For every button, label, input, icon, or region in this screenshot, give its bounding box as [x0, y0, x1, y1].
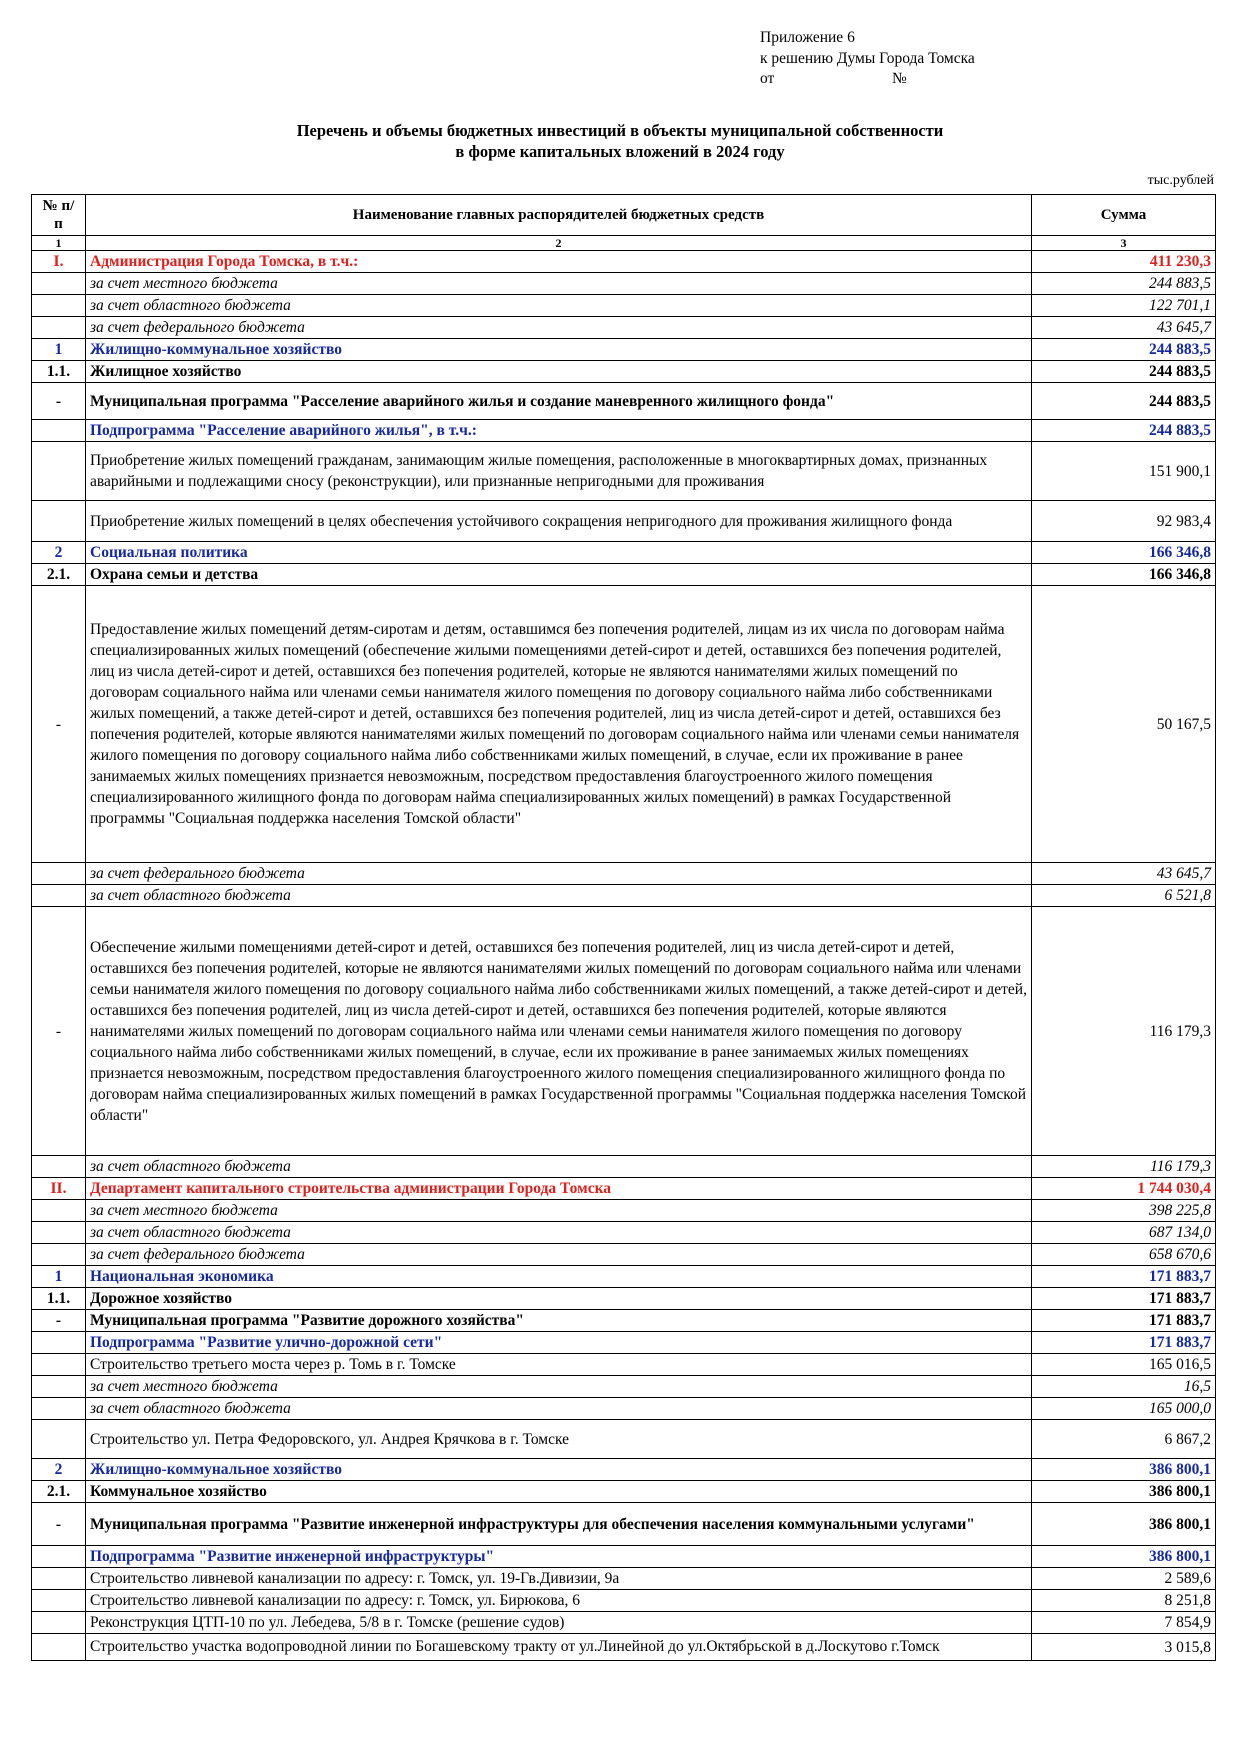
table-row: [32, 1612, 1216, 1634]
row-sum: 386 800,1: [1032, 1481, 1216, 1503]
table-row: [32, 1266, 1216, 1288]
row-name: Муниципальная программа "Расселение аварийного жилья и создание маневренного жилищного фонда": [86, 383, 1032, 420]
units-label: тыс.рублей: [1147, 173, 1214, 188]
row-name: Приобретение жилых помещений в целях обеспечения устойчивого сокращения непригодного для проживания жилищного фонда: [86, 501, 1032, 542]
row-name: Жилищно-коммунальное хозяйство: [86, 1459, 1032, 1481]
row-sum: 122 701,1: [1032, 295, 1216, 317]
row-sum: 151 900,1: [1032, 442, 1216, 501]
row-number: [32, 1420, 86, 1459]
table-row: [32, 1420, 1216, 1459]
table-row: [32, 1398, 1216, 1420]
row-name: Строительство участка водопроводной линии по Богашевскому тракту от ул.Линейной до ул.Октябрьской в д.Лоскутово г.Томск: [86, 1634, 1032, 1661]
row-name: за счет областного бюджета: [86, 1156, 1032, 1178]
row-name: Подпрограмма "Расселение аварийного жилья", в т.ч.:: [86, 420, 1032, 442]
row-number: 1.1.: [32, 1288, 86, 1310]
row-name: за счет местного бюджета: [86, 1200, 1032, 1222]
row-sum: 244 883,5: [1032, 361, 1216, 383]
row-name: Реконструкция ЦТП-10 по ул. Лебедева, 5/8 в г. Томске (решение судов): [86, 1612, 1032, 1634]
table-row: [32, 1244, 1216, 1266]
table-row: [32, 1376, 1216, 1398]
row-number: [32, 295, 86, 317]
row-name: за счет федерального бюджета: [86, 317, 1032, 339]
header-sum: Сумма: [1032, 195, 1216, 236]
row-number: 2.1.: [32, 564, 86, 586]
header-row: [32, 195, 1216, 236]
row-number: 2.1.: [32, 1481, 86, 1503]
row-sum: 6 867,2: [1032, 1420, 1216, 1459]
row-number: 1.1.: [32, 361, 86, 383]
appendix-number: №: [892, 70, 907, 87]
table-row: [32, 885, 1216, 907]
index-col2: 2: [86, 236, 1032, 251]
header-num: № п/п: [32, 195, 86, 236]
row-number: 2: [32, 1459, 86, 1481]
title-line1: Перечень и объемы бюджетных инвестиций в объекты муниципальной собственности: [296, 121, 944, 140]
budget-table: [31, 194, 1216, 1661]
row-sum: 165 016,5: [1032, 1354, 1216, 1376]
table-row: [32, 317, 1216, 339]
row-name: Строительство ливневой канализации по адресу: г. Томск, ул. 19-Гв.Дивизии, 9а: [86, 1568, 1032, 1590]
appendix-date-line: [760, 69, 975, 90]
row-number: -: [32, 907, 86, 1156]
row-number: 1: [32, 339, 86, 361]
row-sum: 244 883,5: [1032, 383, 1216, 420]
row-sum: 171 883,7: [1032, 1310, 1216, 1332]
row-name: за счет областного бюджета: [86, 885, 1032, 907]
table-row: [32, 907, 1216, 1156]
table-row: [32, 420, 1216, 442]
row-name: за счет областного бюджета: [86, 295, 1032, 317]
row-number: I.: [32, 251, 86, 273]
table-row: [32, 586, 1216, 863]
row-number: [32, 1156, 86, 1178]
row-name: Департамент капитального строительства администрации Города Томска: [86, 1178, 1032, 1200]
row-sum: 165 000,0: [1032, 1398, 1216, 1420]
row-name: Строительство ул. Петра Федоровского, ул. Андрея Крячкова в г. Томске: [86, 1420, 1032, 1459]
appendix-from: от: [760, 70, 775, 87]
table-row: [32, 339, 1216, 361]
row-sum: 6 521,8: [1032, 885, 1216, 907]
row-number: [32, 1222, 86, 1244]
table-row: [32, 251, 1216, 273]
row-number: [32, 1354, 86, 1376]
row-sum: 92 983,4: [1032, 501, 1216, 542]
row-name: за счет областного бюджета: [86, 1398, 1032, 1420]
row-sum: 1 744 030,4: [1032, 1178, 1216, 1200]
row-number: [32, 1546, 86, 1568]
table-row: [32, 383, 1216, 420]
title-line2: в форме капитальных вложений в 2024 году: [455, 142, 785, 161]
row-number: [32, 863, 86, 885]
row-sum: 386 800,1: [1032, 1459, 1216, 1481]
row-sum: 244 883,5: [1032, 420, 1216, 442]
table-row: [32, 1156, 1216, 1178]
header-name: Наименование главных распорядителей бюджетных средств: [86, 195, 1032, 236]
row-sum: 2 589,6: [1032, 1568, 1216, 1590]
appendix-line2: к решению Думы Города Томска: [760, 49, 975, 67]
table-row: [32, 1178, 1216, 1200]
row-name: Предоставление жилых помещений детям-сиротам и детям, оставшимся без попечения родителей, лицам из их числа по договорам найма специализированных жилых помещений (обеспечение жилыми помещениями детей-сирот и детей, оставшихся без попечения родителей, лиц из числа детей-сирот и детей, оставшихся без попечения родителей, которые не являются нанимателями жилых помещений по договорам социального найма или членами семьи нанимателя жилого помещения по договору социального найма либо собственниками жилых помещений, а также детей-сирот и детей, оставшихся без попечения родителей, лиц из числа детей-сирот и детей, оставшихся без попечения родителей, которые являются нанимателями жилых помещений по договорам социального найма или членами семьи нанимателя жилого помещения по договору социального найма либо собственниками жилых помещений, в случае, если их проживание в ранее занимаемых жилых помещениях признается невозможным, посредством предоставления благоустроенного жилого помещения специализированного жилищного фонда по договорам найма специализированных жилых помещений) в рамках Государственной программы "Социальная поддержка населения Томской области": [86, 586, 1032, 863]
table-row: [32, 1332, 1216, 1354]
table-row: [32, 1459, 1216, 1481]
table-row: [32, 564, 1216, 586]
row-sum: 7 854,9: [1032, 1612, 1216, 1634]
row-sum: 171 883,7: [1032, 1266, 1216, 1288]
row-number: II.: [32, 1178, 86, 1200]
row-sum: 116 179,3: [1032, 907, 1216, 1156]
row-sum: 166 346,8: [1032, 542, 1216, 564]
row-number: [32, 1200, 86, 1222]
row-name: за счет областного бюджета: [86, 1222, 1032, 1244]
row-name: за счет местного бюджета: [86, 1376, 1032, 1398]
table-row: [32, 542, 1216, 564]
row-number: [32, 273, 86, 295]
table-row: [32, 1200, 1216, 1222]
row-number: -: [32, 586, 86, 863]
row-number: -: [32, 1310, 86, 1332]
row-name: Жилищно-коммунальное хозяйство: [86, 339, 1032, 361]
table-row: [32, 295, 1216, 317]
row-name: Администрация Города Томска, в т.ч.:: [86, 251, 1032, 273]
index-row: [32, 236, 1216, 251]
row-number: [32, 1590, 86, 1612]
row-number: [32, 1332, 86, 1354]
table-row: [32, 1481, 1216, 1503]
row-number: [32, 1244, 86, 1266]
row-name: Национальная экономика: [86, 1266, 1032, 1288]
index-col1: 1: [32, 236, 86, 251]
row-number: [32, 1634, 86, 1661]
row-number: [32, 1398, 86, 1420]
row-sum: 8 251,8: [1032, 1590, 1216, 1612]
table-row: [32, 501, 1216, 542]
row-sum: 398 225,8: [1032, 1200, 1216, 1222]
row-sum: 244 883,5: [1032, 339, 1216, 361]
row-name: Строительство третьего моста через р. Томь в г. Томске: [86, 1354, 1032, 1376]
row-name: Муниципальная программа "Развитие дорожного хозяйства": [86, 1310, 1032, 1332]
row-number: -: [32, 1503, 86, 1546]
row-sum: 386 800,1: [1032, 1503, 1216, 1546]
appendix-line1: Приложение 6: [760, 29, 855, 46]
row-name: за счет федерального бюджета: [86, 1244, 1032, 1266]
table-row: [32, 863, 1216, 885]
page-title: [0, 120, 1240, 162]
table-row: [32, 1310, 1216, 1332]
table-row: [32, 1546, 1216, 1568]
row-name: Обеспечение жилыми помещениями детей-сирот и детей, оставшихся без попечения родителей, лиц из числа детей-сирот и детей, оставшихся без попечения родителей, которые не являются нанимателями жилых помещений по договорам социального найма или членами семьи нанимателя жилого помещения по договору социального найма либо собственниками жилых помещений, а также детей-сирот и детей, оставшихся без попечения родителей, лиц из числа детей-сирот и детей, оставшихся без попечения родителей, которые являются нанимателями жилых помещений по договорам социального найма или членами семьи нанимателя жилого помещения по договору социального найма либо собственниками жилых помещений, в случае, если их проживание в ранее занимаемых жилых помещениях признается невозможным, посредством предоставления благоустроенного жилого помещения специализированного жилищного фонда по договорам найма специализированных жилых помещений в рамках Государственной программы "Социальная поддержка населения Томской области": [86, 907, 1032, 1156]
table-row: [32, 361, 1216, 383]
table-row: [32, 1288, 1216, 1310]
table-row: [32, 1222, 1216, 1244]
row-number: 2: [32, 542, 86, 564]
row-number: [32, 885, 86, 907]
row-sum: 244 883,5: [1032, 273, 1216, 295]
row-number: [32, 420, 86, 442]
table-row: [32, 1568, 1216, 1590]
table-row: [32, 1503, 1216, 1546]
row-sum: 43 645,7: [1032, 863, 1216, 885]
table-body: [32, 251, 1216, 1661]
row-number: -: [32, 383, 86, 420]
row-name: Подпрограмма "Развитие улично-дорожной сети": [86, 1332, 1032, 1354]
row-name: Социальная политика: [86, 542, 1032, 564]
row-sum: 171 883,7: [1032, 1332, 1216, 1354]
row-number: [32, 317, 86, 339]
row-sum: 3 015,8: [1032, 1634, 1216, 1661]
row-sum: 386 800,1: [1032, 1546, 1216, 1568]
row-name: за счет местного бюджета: [86, 273, 1032, 295]
row-name: Муниципальная программа "Развитие инженерной инфраструктуры для обеспечения населения коммунальными услугами": [86, 1503, 1032, 1546]
row-number: 1: [32, 1266, 86, 1288]
table-row: [32, 442, 1216, 501]
row-number: [32, 501, 86, 542]
table-row: [32, 273, 1216, 295]
row-number: [32, 442, 86, 501]
row-name: Коммунальное хозяйство: [86, 1481, 1032, 1503]
row-name: Приобретение жилых помещений гражданам, занимающим жилые помещения, расположенные в многоквартирных домах, признанных аварийными и подлежащими сносу (реконструкции), или признанные непригодными для проживания: [86, 442, 1032, 501]
row-name: Дорожное хозяйство: [86, 1288, 1032, 1310]
row-sum: 411 230,3: [1032, 251, 1216, 273]
row-sum: 687 134,0: [1032, 1222, 1216, 1244]
table-row: [32, 1590, 1216, 1612]
row-name: Строительство ливневой канализации по адресу: г. Томск, ул. Бирюкова, 6: [86, 1590, 1032, 1612]
row-number: [32, 1568, 86, 1590]
row-sum: 116 179,3: [1032, 1156, 1216, 1178]
row-name: Подпрограмма "Развитие инженерной инфраструктуры": [86, 1546, 1032, 1568]
index-col3: 3: [1032, 236, 1216, 251]
row-name: Охрана семьи и детства: [86, 564, 1032, 586]
row-sum: 43 645,7: [1032, 317, 1216, 339]
appendix-block: [760, 28, 975, 90]
row-name: за счет федерального бюджета: [86, 863, 1032, 885]
table-row: [32, 1634, 1216, 1661]
row-number: [32, 1376, 86, 1398]
row-number: [32, 1612, 86, 1634]
row-sum: 50 167,5: [1032, 586, 1216, 863]
row-sum: 166 346,8: [1032, 564, 1216, 586]
row-sum: 171 883,7: [1032, 1288, 1216, 1310]
table-row: [32, 1354, 1216, 1376]
row-sum: 658 670,6: [1032, 1244, 1216, 1266]
row-sum: 16,5: [1032, 1376, 1216, 1398]
row-name: Жилищное хозяйство: [86, 361, 1032, 383]
